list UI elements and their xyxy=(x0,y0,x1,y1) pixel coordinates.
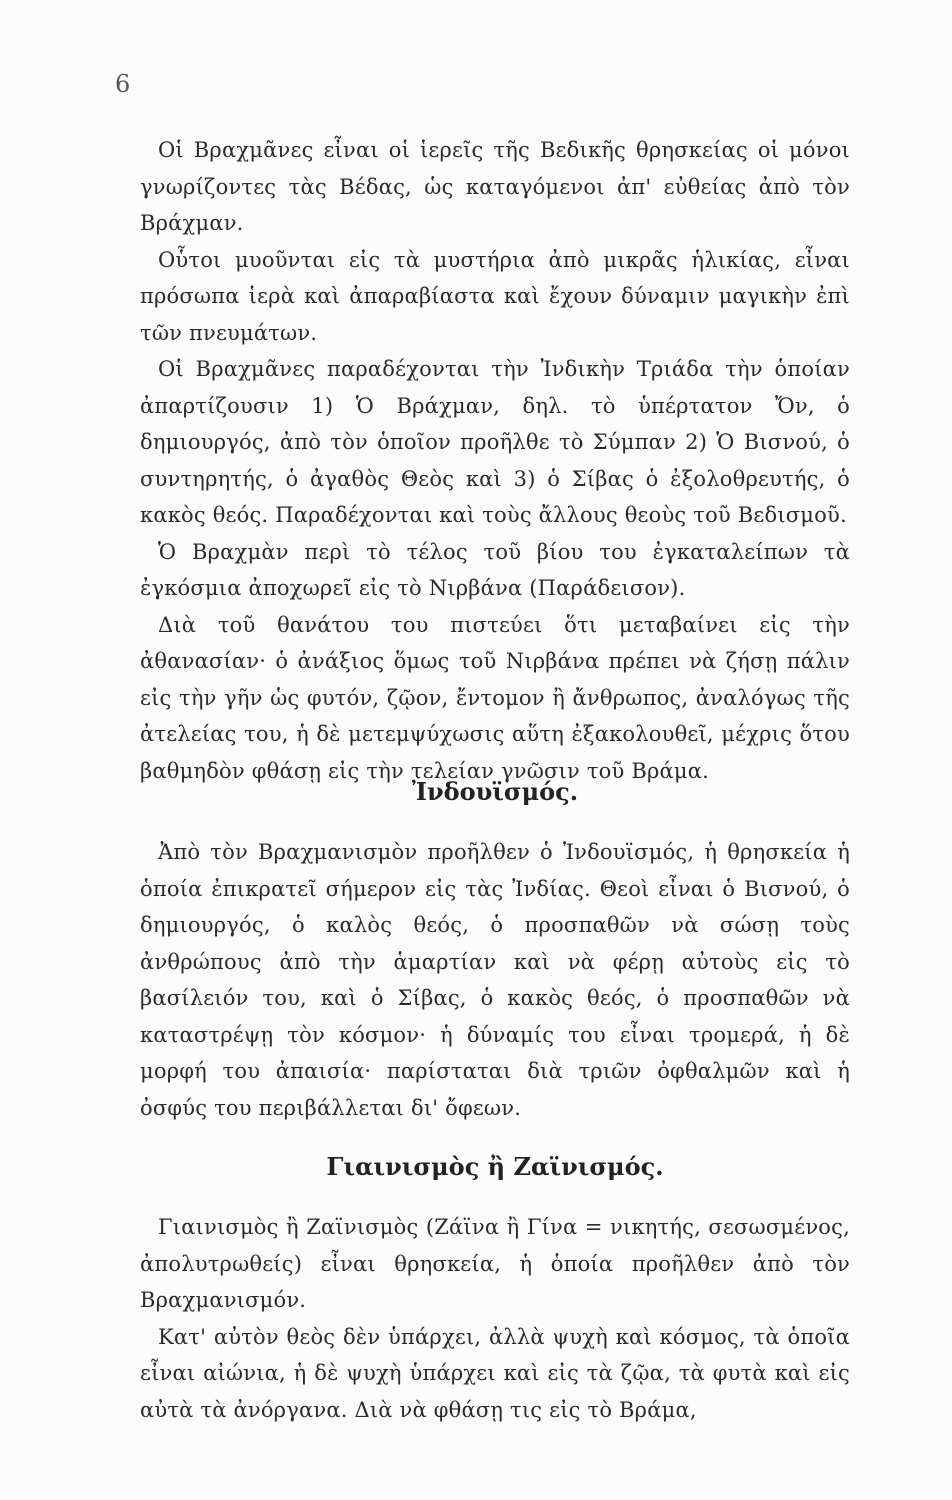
paragraph: Οἱ Βραχμᾶνες εἶναι οἱ ἱερεῖς τῆς Βεδικῆς θρησκείας οἱ μόνοι γνωρίζοντες τὰς Βέδας, ὡς καταγόμενοι ἀπ' εὐθείας ἀπὸ τὸν Βράχμαν. xyxy=(140,138,850,235)
heading-hinduism: Ἰνδουϊσμός. xyxy=(411,777,579,806)
section-jainism-text xyxy=(140,1209,850,1428)
paragraph: Διὰ τοῦ θανάτου του πιστεύει ὅτι μεταβαίνει εἰς τὴν ἀθανασίαν· ὁ ἀνάξιος ὅμως τοῦ Νιρβάνα πρέπει νὰ ζήσῃ πάλιν εἰς τὴν γῆν ὡς φυτόν, ζῷον, ἔντομον ἢ ἄνθρωπος, ἀναλόγως τῆς ἀτελείας του, ἡ δὲ μετεμψύχωσις αὕτη ἐξακολουθεῖ, μέχρις ὅτου βαθμηδὸν φθάσῃ εἰς τὴν τελείαν γνῶσιν τοῦ Βράμα. xyxy=(140,612,850,783)
paragraph: Ἀπὸ τὸν Βραχμανισμὸν προῆλθεν ὁ Ἰνδουϊσμός, ἡ θρησκεία ἡ ὁποία ἐπικρατεῖ σήμερον εἰς τὰς Ἰνδίας. Θεοὶ εἶναι ὁ Βισνού, ὁ δημιουργός, ὁ καλὸς θεός, ὁ προσπαθῶν νὰ σώσῃ τοὺς ἀνθρώπους ἀπὸ τὴν ἁμαρτίαν καὶ νὰ φέρῃ αὐτοὺς εἰς τὸ βασίλειόν του, καὶ ὁ Σίβας, ὁ κακὸς θεός, ὁ προσπαθῶν νὰ καταστρέψῃ τὸν κόσμον· ἡ δύναμίς του εἶναι τρομερά, ἡ δὲ μορφή του ἀπαισία· παρίσταται διὰ τριῶν ὀφθαλμῶν καὶ ἡ ὀσφύς του περιβάλλεται δι' ὄφεων. xyxy=(140,840,850,1120)
heading-jainism: Γιαινισμὸς ἢ Ζαϊνισμός. xyxy=(326,1152,664,1181)
paragraph: Κατ' αὐτὸν θεὸς δὲν ὑπάρχει, ἀλλὰ ψυχὴ καὶ κόσμος, τὰ ὁποῖα εἶναι αἰώνια, ἡ δὲ ψυχὴ ὑπάρχει καὶ εἰς τὰ ζῷα, τὰ φυτὰ καὶ εἰς αὐτὰ τὰ ἀνόργανα. Διὰ νὰ φθάσῃ τις εἰς τὸ Βράμα, xyxy=(140,1324,850,1422)
paragraph: Οἱ Βραχμᾶνες παραδέχονται τὴν Ἰνδικὴν Τριάδα τὴν ὁποίαν ἀπαρτίζουσιν 1) Ὁ Βράχμαν, δηλ. τὸ ὑπέρτατον Ὄν, ὁ δημιουργός, ἀπὸ τὸν ὁποῖον προῆλθε τὸ Σύμπαν 2) Ὁ Βισνού, ὁ συντηρητής, ὁ ἀγαθὸς Θεὸς καὶ 3) ὁ Σίβας ὁ ἐξολοθρευτής, ὁ κακὸς θεός. Παραδέχονται καὶ τοὺς ἄλλους θεοὺς τοῦ Βεδισμοῦ. xyxy=(140,357,850,527)
paragraph: Οὗτοι μυοῦνται εἰς τὰ μυστήρια ἀπὸ μικρᾶς ἡλικίας, εἶναι πρόσωπα ἱερὰ καὶ ἀπαραβίαστα καὶ ἔχουν δύναμιν μαγικὴν ἐπὶ τῶν πνευμάτων. xyxy=(140,247,850,345)
page-number: 6 xyxy=(115,70,131,98)
paragraph: Γιαινισμὸς ἢ Ζαϊνισμὸς (Ζάϊνα ἢ Γίνα = νικητής, σεσωσμένος, ἀπολυτρωθείς) εἶναι θρησκεία, ἡ ὁποία προῆλθεν ἀπὸ τὸν Βραχμανισμόν. xyxy=(140,1215,850,1312)
paragraph: Ὁ Βραχμὰν περὶ τὸ τέλος τοῦ βίου του ἐγκαταλείπων τὰ ἐγκόσμια ἀποχωρεῖ εἰς τὸ Νιρβάνα (Παράδεισον). xyxy=(140,539,850,600)
section-brahmanism-text xyxy=(140,132,850,789)
section-hinduism-text xyxy=(140,834,850,1126)
